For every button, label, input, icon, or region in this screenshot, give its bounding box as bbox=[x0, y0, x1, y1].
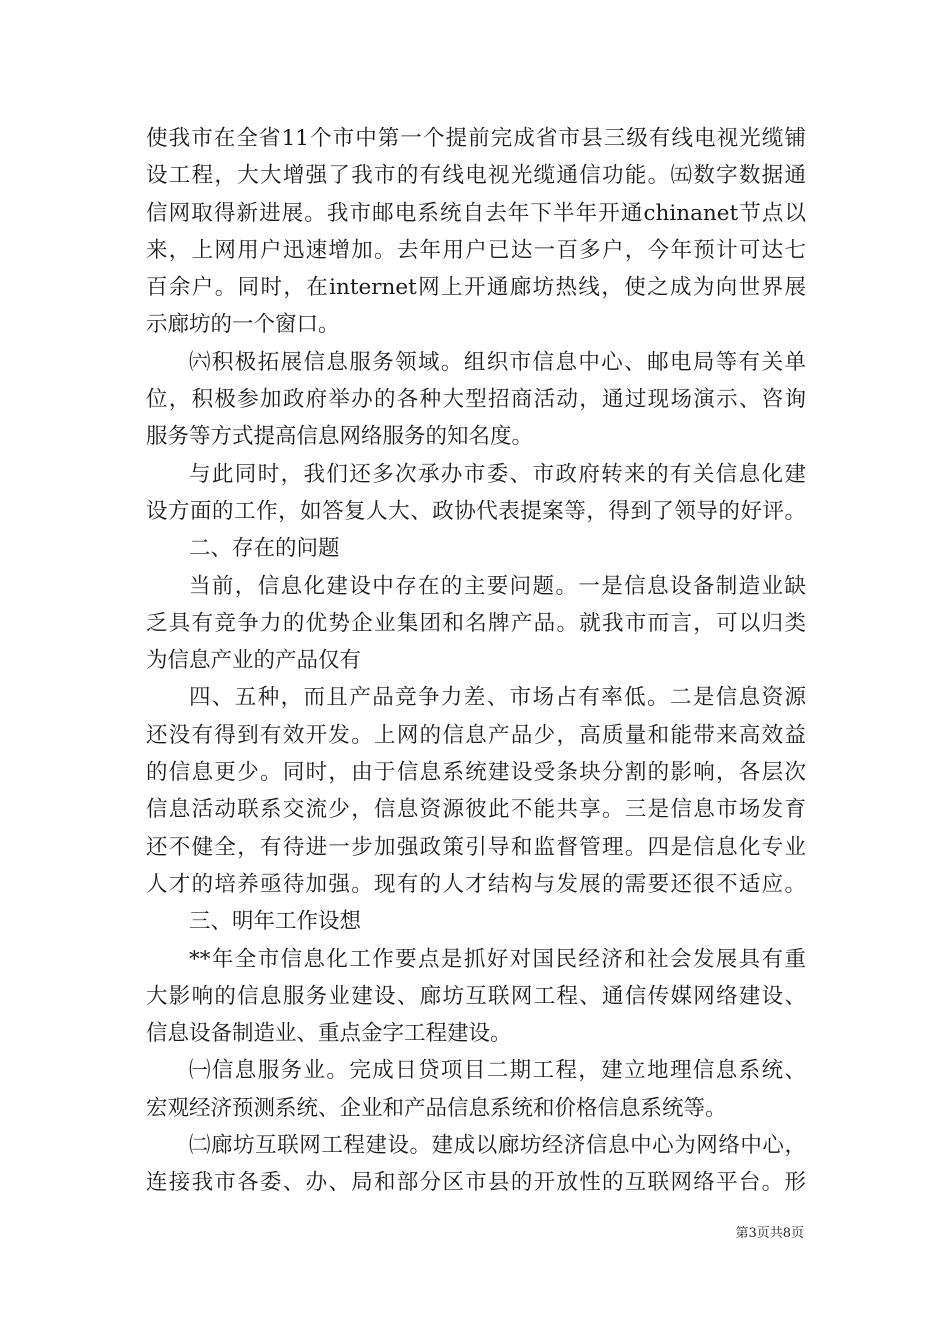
text-line: 当前，信息化建设中存在的主要问题。一是信息设备制造业缺 bbox=[189, 573, 806, 599]
page-number-footer: 第3页共8页 bbox=[735, 1226, 804, 1241]
text-line: 乏具有竞争力的优势企业集团和名牌产品。就我市而言，可以归类 bbox=[146, 610, 806, 636]
text-line: 设工程，大大增强了我市的有线电视光缆通信功能。㈤数字数据通 bbox=[146, 163, 806, 189]
text-line: ㈠信息服务业。完成日贷项目二期工程，建立地理信息系统、 bbox=[189, 1058, 806, 1084]
text-line: 连接我市各委、办、局和部分区市县的开放性的互联网络平台。形 bbox=[146, 1170, 806, 1196]
text-line: 位，积极参加政府举办的各种大型招商活动，通过现场演示、咨询 bbox=[146, 387, 806, 413]
text-line: **年全市信息化工作要点是抓好对国民经济和社会发展具有重 bbox=[189, 946, 806, 972]
text-line: 大影响的信息服务业建设、廊坊互联网工程、通信传媒网络建设、 bbox=[146, 983, 806, 1009]
text-line: 二、存在的问题 bbox=[189, 536, 340, 562]
text-line: 的信息更少。同时，由于信息系统建设受条块分割的影响，各层次 bbox=[146, 760, 806, 786]
text-line: ㈥积极拓展信息服务领域。组织市信息中心、邮电局等有关单 bbox=[189, 349, 806, 375]
text-line: 设方面的工作，如答复人大、政协代表提案等，得到了领导的好评。 bbox=[146, 498, 806, 524]
text-line: 信息设备制造业、重点金字工程建设。 bbox=[146, 1021, 512, 1047]
text-line: 宏观经济预测系统、企业和产品信息系统和价格信息系统等。 bbox=[146, 1095, 727, 1121]
text-line: 还不健全，有待进一步加强政策引导和监督管理。四是信息化专业 bbox=[146, 834, 806, 860]
text-line: 人才的培养亟待加强。现有的人才结构与发展的需要还很不适应。 bbox=[146, 871, 806, 897]
text-line: 示廊坊的一个窗口。 bbox=[146, 312, 340, 338]
text-line: 服务等方式提高信息网络服务的知名度。 bbox=[146, 424, 534, 450]
text-line: 与此同时，我们还多次承办市委、市政府转来的有关信息化建 bbox=[189, 461, 806, 487]
text-line: ㈡廊坊互联网工程建设。建成以廊坊经济信息中心为网络中心， bbox=[189, 1133, 806, 1159]
text-line: 百余户。同时，在internet网上开通廊坊热线，使之成为向世界展 bbox=[146, 275, 806, 301]
document-body bbox=[146, 120, 806, 1202]
text-line: 为信息产业的产品仅有 bbox=[146, 648, 362, 674]
text-line: 信息活动联系交流少，信息资源彼此不能共享。三是信息市场发育 bbox=[146, 797, 806, 823]
text-line: 还没有得到有效开发。上网的信息产品少，高质量和能带来高效益 bbox=[146, 722, 806, 748]
text-line: 三、明年工作设想 bbox=[189, 909, 362, 935]
text-line: 使我市在全省11个市中第一个提前完成省市县三级有线电视光缆铺 bbox=[146, 126, 806, 151]
text-line: 信网取得新进展。我市邮电系统自去年下半年开通chinanet节点以 bbox=[146, 200, 806, 226]
text-line: 四、五种，而且产品竞争力差、市场占有率低。二是信息资源 bbox=[189, 685, 806, 711]
text-line: 来，上网用户迅速增加。去年用户已达一百多户，今年预计可达七 bbox=[146, 237, 806, 263]
